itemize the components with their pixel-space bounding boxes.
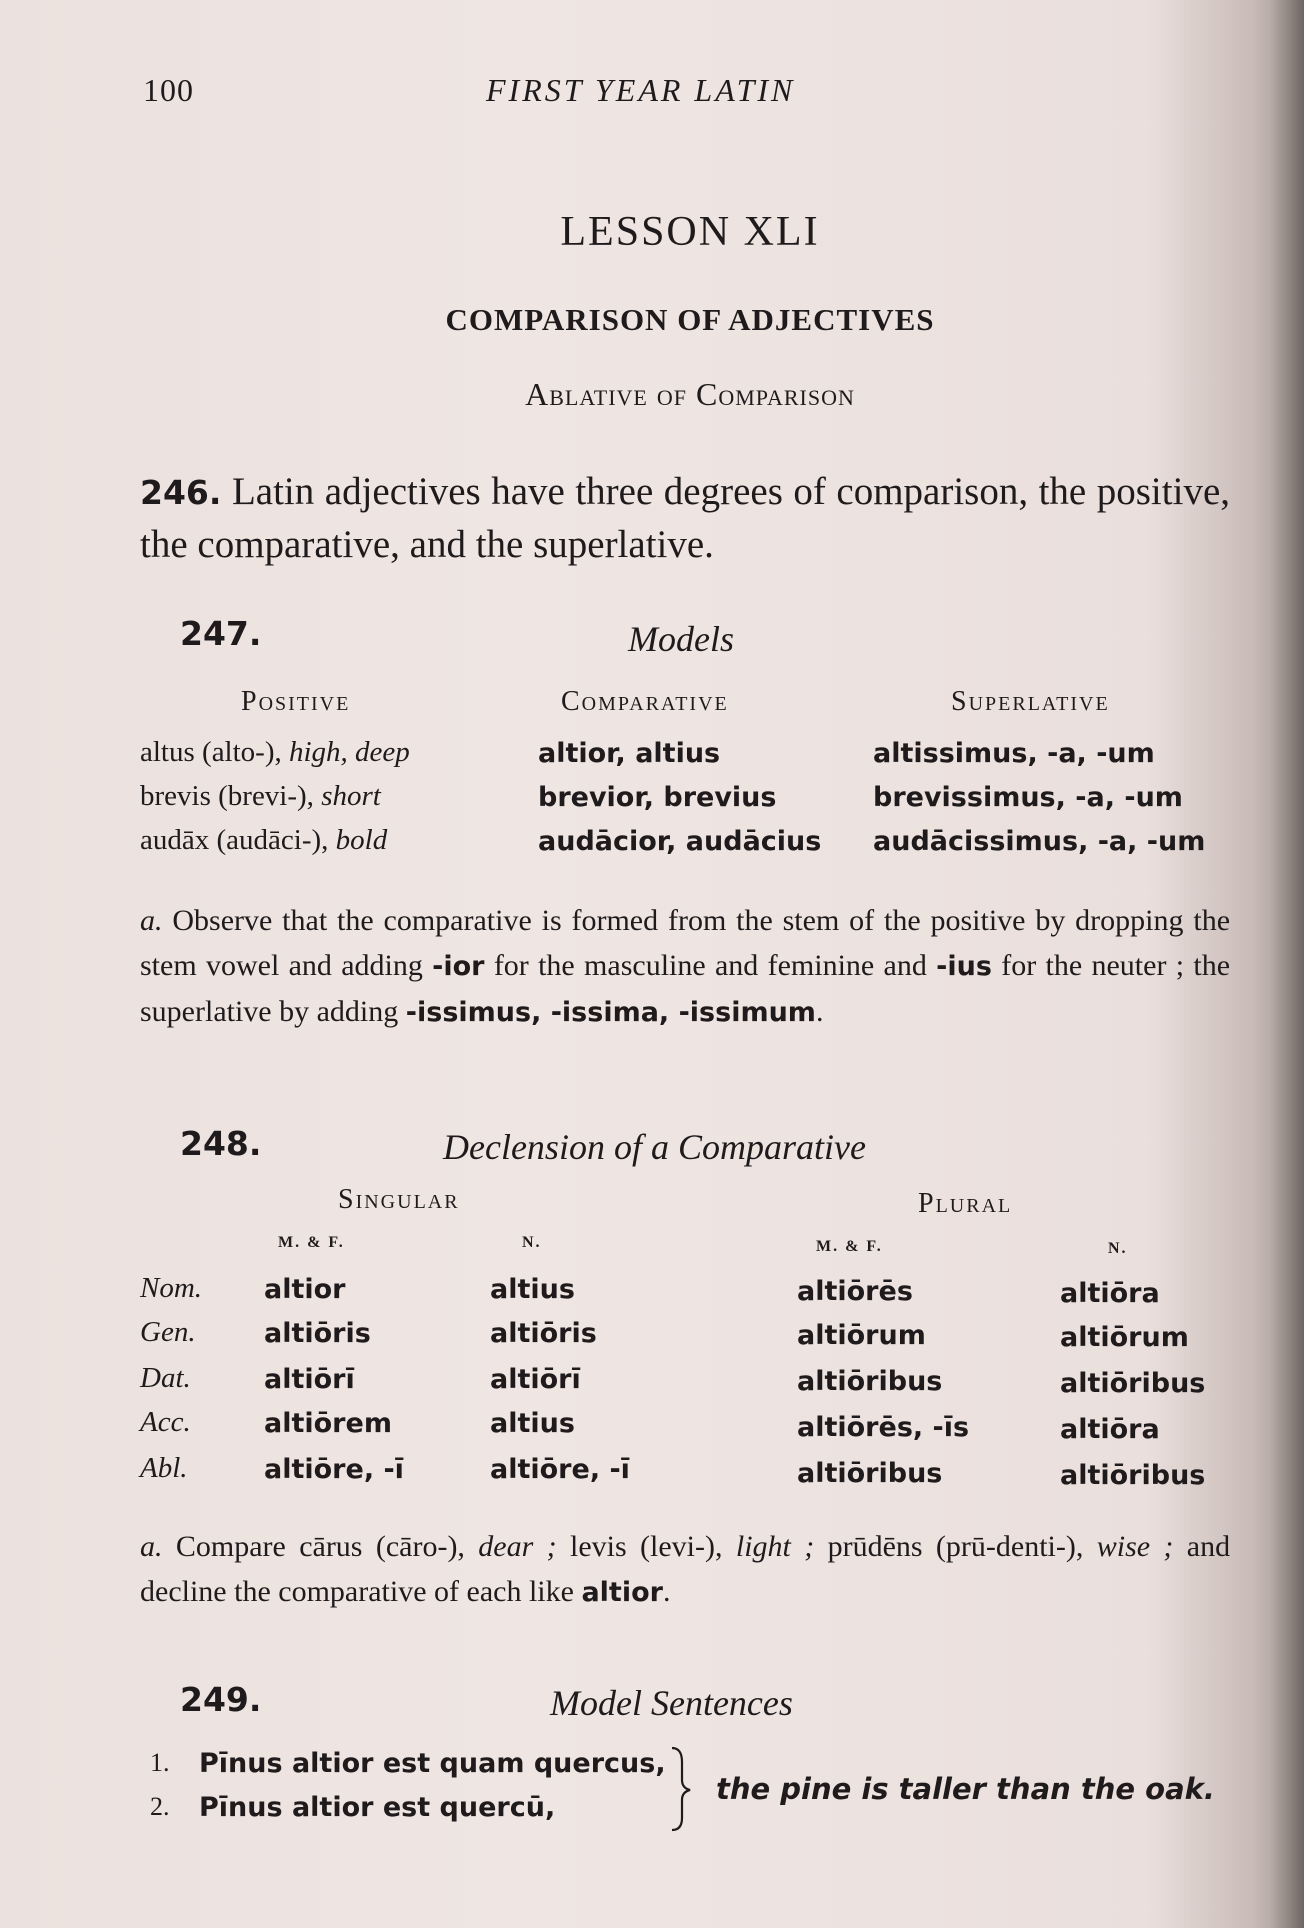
column-header: Positive	[241, 686, 351, 717]
section-number: 249.	[180, 1680, 262, 1719]
singular-header: Singular	[338, 1184, 460, 1215]
section-number: 247.	[180, 614, 262, 653]
model-sentence: Pīnus altior est quercū,	[199, 1792, 556, 1823]
section-number: 248.	[180, 1124, 262, 1163]
latin-word: prūdēns	[827, 1530, 923, 1563]
note-text: Observe that the comparative is formed from the stem of the positive by dropping the stem vowel and adding	[140, 904, 1231, 982]
section-title: Models	[628, 619, 734, 659]
paragraph-text: Latin adjectives have three degrees of comparison, the positive, the comparative, and the superlative.	[140, 470, 1231, 566]
brace-icon	[666, 1744, 696, 1834]
decl-cell: altiōris	[264, 1318, 371, 1349]
gender-header: N.	[1108, 1240, 1128, 1257]
gloss: dear ;	[478, 1530, 557, 1563]
positive-cell	[140, 780, 381, 813]
case-label: Dat.	[140, 1362, 191, 1394]
stem: (alto-),	[202, 736, 282, 768]
case-label: Abl.	[140, 1452, 188, 1484]
gloss: bold	[335, 824, 388, 856]
note-text: and decline the comparative of each like	[140, 1530, 1231, 1608]
decl-cell: altiōribus	[1060, 1368, 1206, 1399]
decl-cell: altiōrēs	[797, 1276, 913, 1307]
model-sentence: Pīnus altior est quam quercus,	[199, 1748, 666, 1779]
decl-cell: altiōribus	[1060, 1460, 1206, 1491]
note-text: .	[662, 1575, 671, 1608]
decl-cell: altiōribus	[797, 1458, 943, 1489]
decl-cell: altiōrum	[797, 1320, 926, 1351]
decl-cell: altius	[490, 1408, 575, 1439]
note-bold: altior	[581, 1577, 663, 1608]
decl-cell: altiōribus	[797, 1366, 943, 1397]
note-label: a.	[140, 904, 163, 937]
positive-cell	[140, 736, 410, 769]
decl-cell: altiōra	[1060, 1414, 1160, 1445]
note-text: .	[815, 995, 824, 1028]
column-header: Superlative	[951, 686, 1110, 717]
case-label: Nom.	[140, 1272, 203, 1304]
decl-cell: altiōre, -ī	[264, 1454, 404, 1485]
page-number: 100	[143, 72, 194, 108]
decl-cell: altiōrī	[490, 1364, 581, 1395]
paragraph-246	[140, 466, 1230, 571]
case-label: Acc.	[140, 1406, 191, 1438]
translation: the pine is taller than the oak.	[716, 1772, 1215, 1806]
sentence-number: 1.	[150, 1748, 170, 1777]
note-text: Compare	[175, 1530, 286, 1563]
note-248a	[140, 1524, 1230, 1615]
gloss: short	[321, 780, 381, 812]
latin-word: brevis	[140, 780, 211, 812]
section-number: 246.	[140, 473, 222, 512]
note-bold: -ior	[432, 951, 485, 982]
decl-cell: altiōrum	[1060, 1322, 1189, 1353]
decl-cell: altiōrem	[264, 1408, 392, 1439]
decl-cell: altior	[264, 1274, 346, 1305]
latin-word: levis	[570, 1530, 627, 1563]
section-title: Declension of a Comparative	[443, 1127, 866, 1167]
latin-word: audāx	[140, 824, 210, 856]
comparative-cell: altior, altius	[538, 738, 721, 769]
decl-cell: altiōre, -ī	[490, 1454, 630, 1485]
case-label: Gen.	[140, 1316, 196, 1348]
gloss: high, deep	[289, 736, 410, 768]
plural-header: Plural	[918, 1188, 1013, 1219]
section-heading: COMPARISON OF ADJECTIVES	[445, 302, 935, 337]
gender-header: M. & F.	[278, 1234, 345, 1251]
gloss: wise ;	[1096, 1530, 1174, 1563]
page-edge-shadow	[1270, 0, 1304, 1928]
decl-cell: altius	[490, 1274, 575, 1305]
decl-cell: altiōrēs, -īs	[797, 1412, 970, 1443]
decl-cell: altiōris	[490, 1318, 597, 1349]
gloss: light ;	[735, 1530, 815, 1563]
note-text: for the neuter ; the superlative by adding	[140, 949, 1231, 1028]
comparative-cell: audācior, audācius	[538, 826, 822, 857]
gender-header: N.	[522, 1234, 542, 1251]
section-subheading: Ablative of Comparison	[525, 376, 855, 412]
gender-header: M. & F.	[816, 1238, 883, 1255]
stem: (prū-denti-),	[935, 1530, 1084, 1563]
note-247a	[140, 898, 1230, 1035]
note-bold: -issimus, -issima, -issimum	[405, 997, 816, 1028]
section-title: Model Sentences	[550, 1683, 793, 1723]
note-text: for the masculine and feminine and	[493, 949, 927, 982]
running-title: FIRST YEAR LATIN	[486, 72, 796, 108]
latin-word: cārus	[299, 1530, 363, 1563]
stem: (cāro-),	[375, 1530, 465, 1563]
stem: (levi-),	[640, 1530, 723, 1563]
stem: (brevi-),	[218, 780, 314, 812]
superlative-cell: altissimus, -a, -um	[873, 738, 1155, 769]
comparative-cell: brevior, brevius	[538, 782, 777, 813]
stem: (audāci-),	[216, 824, 329, 856]
column-header: Comparative	[561, 686, 729, 717]
decl-cell: altiōrī	[264, 1364, 355, 1395]
decl-cell: altiōra	[1060, 1278, 1160, 1309]
sentence-number: 2.	[150, 1792, 170, 1821]
note-bold: -ius	[936, 951, 992, 982]
superlative-cell: audācissimus, -a, -um	[873, 826, 1206, 857]
superlative-cell: brevissimus, -a, -um	[873, 782, 1183, 813]
note-label: a.	[140, 1530, 163, 1563]
lesson-title: LESSON XLI	[560, 209, 820, 255]
latin-word: altus	[140, 736, 195, 768]
positive-cell	[140, 824, 387, 857]
